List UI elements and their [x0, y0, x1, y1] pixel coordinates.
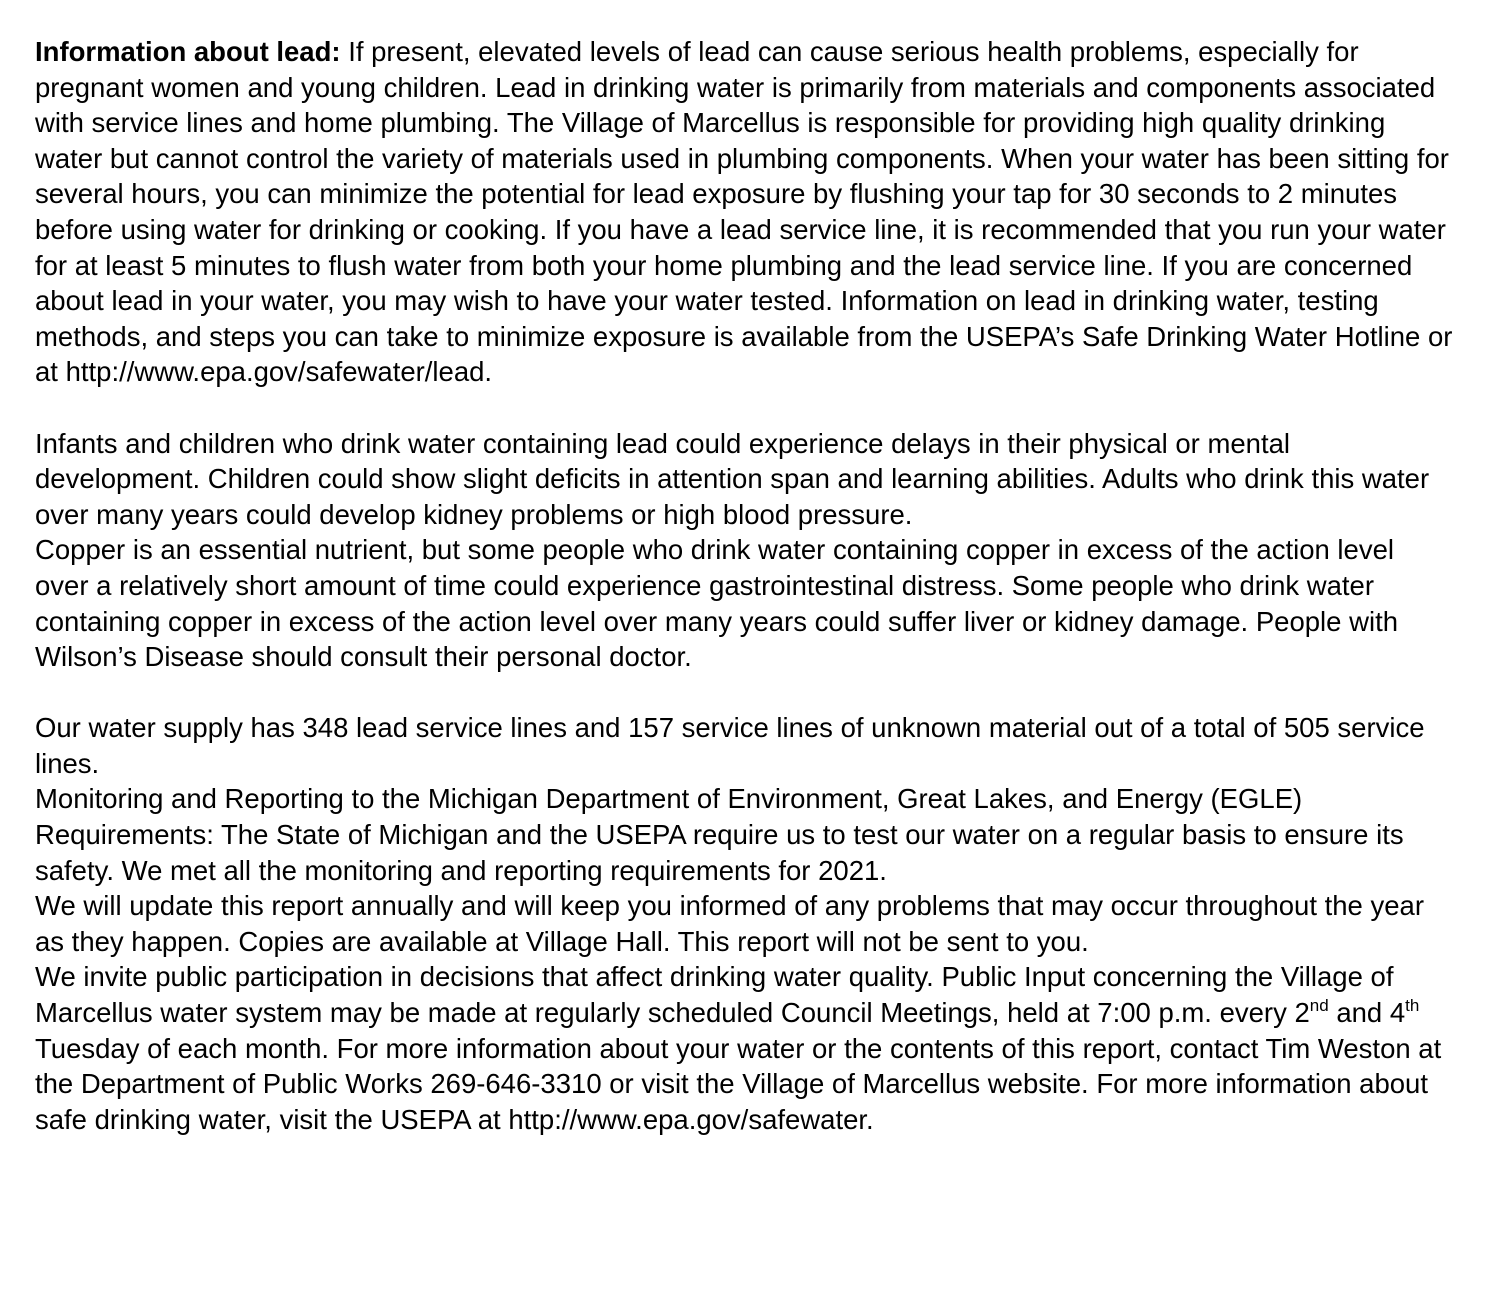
lead-info-heading: Information about lead:: [35, 36, 341, 67]
participation-paragraph: [35, 959, 1455, 1137]
document-page: [35, 34, 1455, 1137]
lead-health-effects-paragraph: Infants and children who drink water containing lead could experience delays in their physical or mental development. Children could show slight deficits in attention span and learning abilities. Adults who drink this water over many years could develop kidney problems or high blood pressure.: [35, 427, 1430, 530]
paragraph-spacer: [35, 675, 1455, 711]
participation-text-3: Tuesday of each month. For more information about your water or the contents of this report, contact Tim Weston at the Department of Public Works 269-646-3310 or visit the Village of Marcellus website. For more information about safe drinking water, visit the USEPA at http://www.epa.gov/safewater.: [35, 1032, 1442, 1135]
service-lines-paragraph: Our water supply has 348 lead service lines and 157 service lines of unknown material out of a total of 505 service lines.: [35, 712, 1425, 779]
monitoring-paragraph: Monitoring and Reporting to the Michigan Department of Environment, Great Lakes, and Energy (EGLE) Requirements: The State of Michigan and the USEPA require us to test our water on a regular basis to ensure its safety. We met all the monitoring and reporting requirements for 2021.: [35, 783, 1404, 886]
ordinal-suffix-th: th: [1405, 996, 1420, 1016]
lead-info-body: If present, elevated levels of lead can cause serious health problems, especially for pregnant women and young children. Lead in drinking water is primarily from materials and components associated with service lines and home plumbing. The Village of Marcellus is responsible for providing high quality drinking water but cannot control the variety of materials used in plumbing components. When your water has been sitting for several hours, you can minimize the potential for lead exposure by flushing your tap for 30 seconds to 2 minutes before using water for drinking or cooking. If you have a lead service line, it is recommended that you run your water for at least 5 minutes to flush water from both your home plumbing and the lead service line. If you are concerned about lead in your water, you may wish to have your water tested. Information on lead in drinking water, testing methods, and steps you can take to minimize exposure is available from the USEPA’s Safe Drinking Water Hotline or at http://www.epa.gov/safewater/lead.: [35, 36, 1453, 388]
participation-text-1: We invite public participation in decisions that affect drinking water quality. Public Input concerning the Village of Marcellus water system may be made at regularly scheduled Council Meetings, held at 7:00 p.m. every 2: [35, 961, 1394, 1029]
paragraph-spacer: [35, 390, 1455, 426]
ordinal-suffix-nd: nd: [1309, 996, 1329, 1016]
lead-info-paragraph: [35, 34, 1455, 390]
copper-health-effects-paragraph: Copper is an essential nutrient, but some people who drink water containing copper in excess of the action level over a relatively short amount of time could experience gastrointestinal distress. Some people who drink water containing copper in excess of the action level over many years could suffer liver or kidney damage. People with Wilson’s Disease should consult their personal doctor.: [35, 534, 1399, 673]
participation-text-2: and 4: [1328, 997, 1406, 1029]
updates-paragraph: We will update this report annually and will keep you informed of any problems that may occur throughout the year as they happen. Copies are available at Village Hall. This report will not be sent to you.: [35, 890, 1424, 957]
